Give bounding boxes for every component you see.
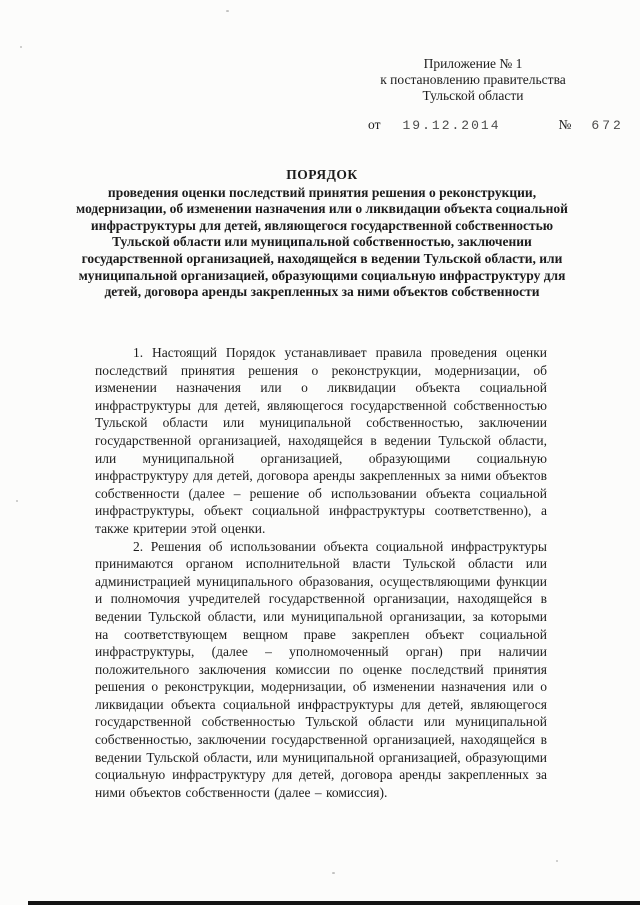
document-number: 672 [591, 118, 624, 133]
body-paragraph-1: 1. Настоящий Порядок устанавливает правила проведения оценки последствий принятия решения о реконструкции, модернизации, об изменении назначения или о ликвидации объекта социальной инфраструктуры для детей, являющегося государственной собственностью Тульской области или муниципальной собственностью, заключении государственной организацией, находящейся в ведении Тульской области, или муниципальной организацией, образующими социальную инфраструктуру для детей, договора аренды закрепленных за ними объектов собственности (далее – решение об использовании объекта социальной инфраструктуры, объект социальной инфраструктуры соответственно), а также критерии этой оценки. [95, 345, 547, 536]
annex-header-line1: Приложение № 1 [423, 56, 523, 71]
scan-speck [20, 46, 22, 48]
scan-speck [226, 10, 229, 12]
annex-header-line3: Тульской области [422, 88, 524, 103]
date-number-row [368, 117, 624, 133]
body-paragraph-2: 2. Решения об использовании объекта социальной инфраструктуры принимаются органом исполнительной власти Тульской области или администрацией муниципального образования, осуществляющими функции и полномочия учредителей государственной организации, находящейся в ведении Тульской области, или муниципальной организации, за которыми на соответствующем вещном праве закреплен объект социальной инфраструктуры, (далее – уполномоченный орган) при наличии положительного заключения комиссии по оценке последствий принятия решения о реконструкции, модернизации, об изменении назначения или о ликвидации объекта социальной инфраструктуры для детей, являющегося государственной собственностью Тульской области или муниципальной собственностью, заключении государственной организацией, находящейся в ведении Тульской области, или муниципальной организацией, образующими социальную инфраструктуру для детей, договора аренды закрепленных за ними объектов собственности (далее – комиссия). [95, 538, 547, 800]
scan-speck [556, 860, 558, 862]
document-date: 19.12.2014 [402, 118, 501, 133]
scan-speck [16, 500, 18, 502]
document-title-subtitle: проведения оценки последствий принятия решения о реконструкции, модернизации, об изменении назначения или о ликвидации объекта социальной инфраструктуры для детей, являющегося государственной собственностью Тульской области или муниципальной собственностью, заключении государственной организацией, находящейся в ведении Тульской области, или муниципальной организацией, образующими социальную инфраструктуру для детей, договора аренды закрепленных за ними объектов собственности [76, 184, 568, 300]
document-body [95, 344, 547, 801]
annex-header [358, 56, 588, 104]
annex-header-line2: к постановлению правительства [380, 72, 566, 87]
document-title-heading: ПОРЯДОК [286, 167, 358, 182]
document-title-block [76, 167, 568, 301]
scan-speck [332, 872, 335, 874]
number-sign-label: № [558, 117, 572, 132]
date-from-label: от [368, 117, 381, 132]
scan-edge-artifact [28, 901, 640, 905]
